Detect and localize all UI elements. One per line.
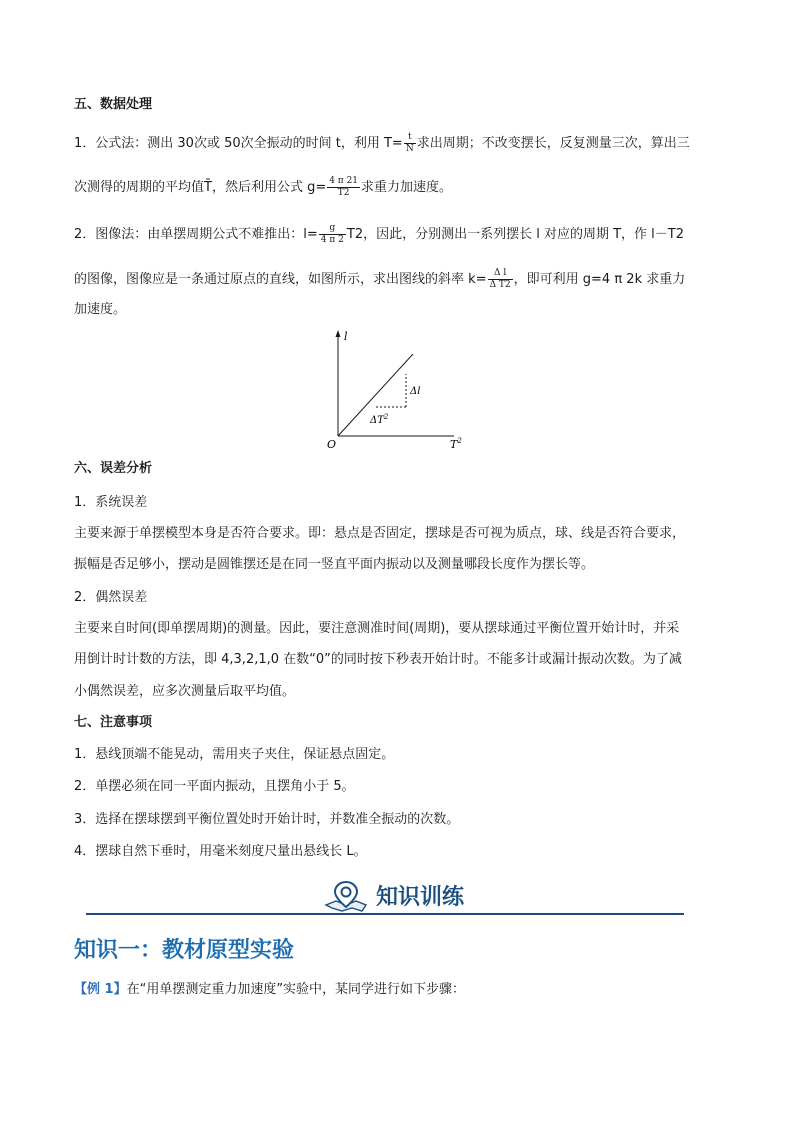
text: 2．图像法：由单摆周期公式不难推出：l=	[74, 227, 318, 242]
s5-paragraph-2-line-2	[74, 268, 685, 291]
text: 次测得的周期的平均值T̄，然后利用公式 g=	[74, 180, 327, 195]
x-label-base: T	[450, 438, 458, 451]
fraction-g-over-4pi2	[319, 223, 346, 246]
text: T2，因此，分别测出一系列摆长 l 对应的周期 T，作 l－T2	[346, 227, 684, 242]
frac-den: Δ T2	[489, 280, 511, 290]
text: 1．公式法：测出 30次或 50次全振动的时间 t，利用 T=	[74, 136, 403, 151]
s6-paragraph-2-line-1: 主要来自时间(即单摆周期)的测量。因此，要注意测准时间(周期)，要从摆球通过平衡位置开始计时，并采	[74, 621, 680, 636]
text: 的图像，图像应是一条通过原点的直线，如图所示，求出图线的斜率 k=	[74, 272, 487, 287]
knowledge-training-banner	[86, 879, 684, 919]
text: 求重力加速度。	[361, 180, 453, 195]
s6-sub-heading-2: 2．偶然误差	[74, 590, 148, 605]
frac-num: t	[404, 132, 416, 144]
section-7-heading: 七、注意事项	[74, 715, 153, 730]
l-t2-graph	[318, 324, 478, 454]
fraction-g-formula	[327, 176, 360, 199]
y-axis-label: l	[344, 330, 348, 343]
s6-sub-heading-1: 1．系统误差	[74, 495, 148, 510]
s6-paragraph-1-line-2: 振幅是否足够小，摆动是圆锥摆还是在同一竖直平面内振动以及测量哪段长度作为摆长等。	[74, 557, 595, 572]
s6-paragraph-2-line-2: 用倒计时计数的方法，即 4,3,2,1,0 在数“0”的同时按下秒表开始计时。不能多计或漏计振动次数。为了减	[74, 652, 682, 667]
s6-paragraph-1-line-1: 主要来源于单摆模型本身是否符合要求。即：悬点是否固定，摆球是否可视为质点，球、线是否符合要求，	[74, 526, 686, 541]
delta-t2-label	[369, 413, 389, 426]
x-label-sup: 2	[457, 437, 462, 445]
s7-item-1: 1．悬线顶端不能晃动，需用夹子夹住，保证悬点固定。	[74, 747, 395, 762]
banner-underline	[86, 913, 684, 915]
frac-den: T2	[337, 188, 350, 198]
text: ，即可利用 g=4 π 2k 求重力	[513, 272, 686, 287]
example-tag: 【例 1】	[74, 982, 127, 997]
delta-l-label: Δl	[410, 386, 421, 397]
dt-base: ΔT	[370, 415, 384, 426]
s7-item-2: 2．单摆必须在同一平面内振动，且摆角小于 5。	[74, 779, 355, 794]
banner-title: 知识训练	[376, 885, 465, 910]
s6-paragraph-2-line-3: 小偶然误差，应多次测量后取平均值。	[74, 684, 296, 699]
frac-num: Δ l	[488, 268, 513, 280]
frac-den: 4 π 2	[320, 235, 344, 245]
fraction-slope-k	[488, 268, 513, 291]
s5-paragraph-2-line-1	[74, 223, 684, 246]
s5-paragraph-1-line-1	[74, 132, 690, 155]
y-axis-arrow	[336, 330, 341, 337]
example-text: 在“用单摆测定重力加速度”实验中，某同学进行如下步骤：	[126, 982, 466, 997]
origin-label: O	[327, 438, 337, 451]
s7-item-4: 4．摆球自然下垂时，用毫米刻度尺量出悬线长 L。	[74, 844, 367, 859]
dt-sup: 2	[383, 413, 389, 421]
section-6-heading: 六、误差分析	[74, 461, 153, 476]
fraction-t-over-n	[404, 132, 416, 155]
s5-paragraph-2-line-3: 加速度。	[74, 302, 127, 317]
x-axis-label	[450, 437, 462, 451]
frac-num: g	[319, 223, 346, 235]
s5-paragraph-1-line-2	[74, 176, 452, 199]
location-map-icon	[322, 879, 370, 913]
section-title: 知识一：教材原型实验	[74, 938, 295, 963]
example-1	[74, 980, 465, 1000]
text: 求出周期；不改变摆长，反复测量三次，算出三	[416, 136, 690, 151]
frac-den: N	[405, 144, 414, 154]
s7-item-3: 3．选择在摆球摆到平衡位置处时开始计时，并数准全振动的次数。	[74, 812, 460, 827]
frac-num: 4 π 21	[329, 176, 359, 186]
section-5-heading: 五、数据处理	[74, 97, 153, 112]
